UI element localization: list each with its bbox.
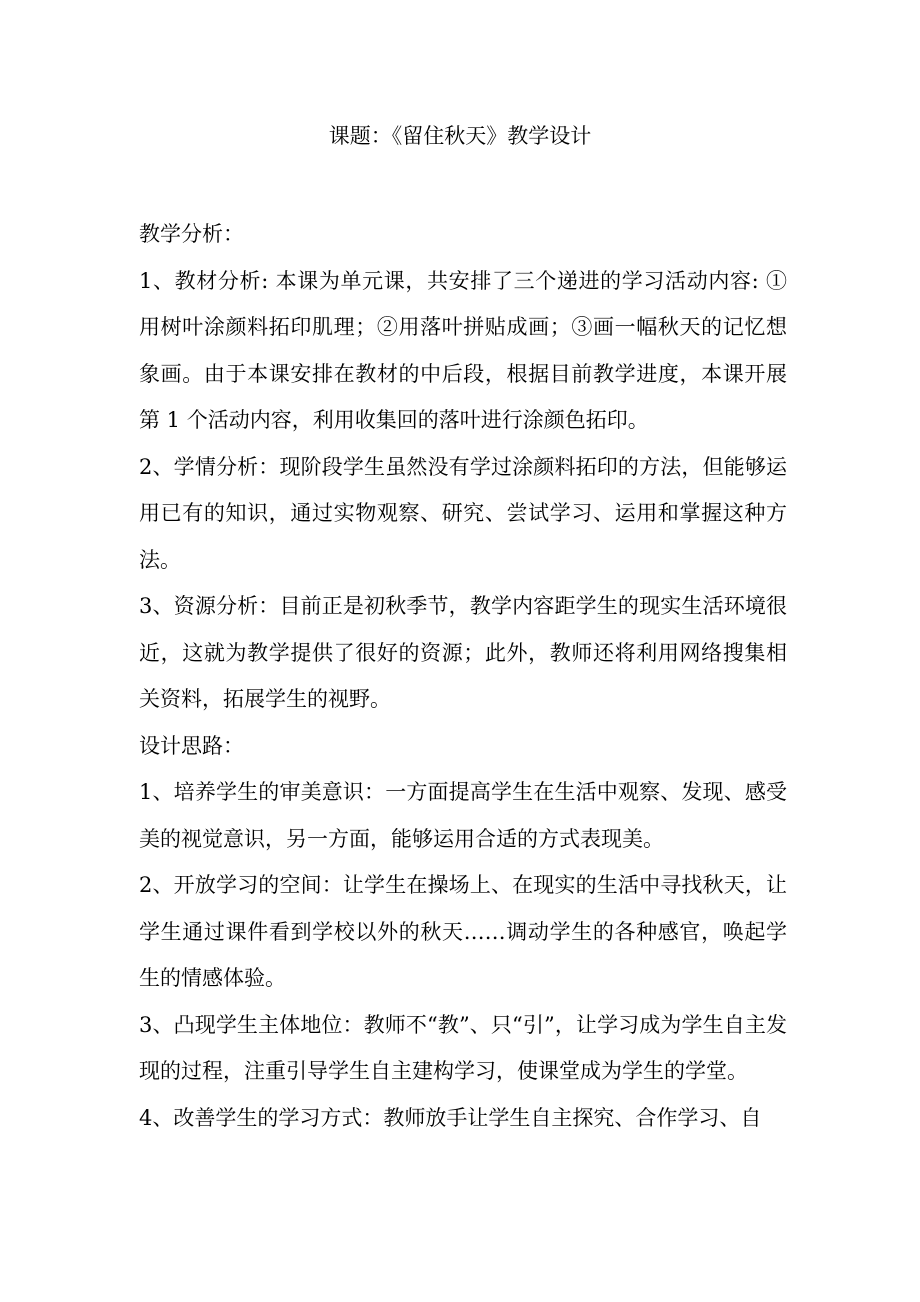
document-title: 课题：《留住秋天》教学设计 xyxy=(328,124,592,148)
paragraph-textbook-analysis: 1、教材分析: 本课为单元课，共安排了三个递进的学习活动内容: ①用树叶涂颜料拓印肌理；②用落叶拼贴成画；③画一幅秋天的记忆想象画。由于本课安排在教材的中后段，根据目前教学进度，本课开展第 1 个活动内容，利用收集回的落叶进行涂颜色拓印。 xyxy=(139,268,787,432)
paragraph-open-learning-space: 2、开放学习的空间：让学生在操场上、在现实的生活中寻找秋天，让学生通过课件看到学校以外的秋天……调动学生的各种感官，唤起学生的情感体验。 xyxy=(139,873,787,990)
paragraph-resource-analysis: 3、资源分析：目前正是初秋季节，教学内容距学生的现实生活环境很近，这就为教学提供了很好的资源；此外，教师还将利用网络搜集相关资料，拓展学生的视野。 xyxy=(139,594,787,711)
section-heading-teaching-analysis: 教学分析： xyxy=(139,222,244,246)
section-heading-design-ideas: 设计思路： xyxy=(139,733,244,758)
document-body xyxy=(139,211,787,1141)
paragraph-student-analysis: 2、学情分析：现阶段学生虽然没有学过涂颜料拓印的方法，但能够运用已有的知识，通过实物观察、研究、尝试学习、运用和掌握这种方法。 xyxy=(139,454,787,572)
paragraph-student-subject-status: 3、凸现学生主体地位：教师不“教”、只“引”，让学习成为学生自主发现的过程，注重引导学生自主建构学习，使课堂成为学生的学堂。 xyxy=(139,1012,787,1083)
paragraph-aesthetic-awareness: 1、培养学生的审美意识：一方面提高学生在生活中观察、发现、感受美的视觉意识，另一方面，能够运用合适的方式表现美。 xyxy=(139,780,787,851)
paragraph-learning-methods: 4、改善学生的学习方式：教师放手让学生自主探究、合作学习、自 xyxy=(139,1105,762,1130)
